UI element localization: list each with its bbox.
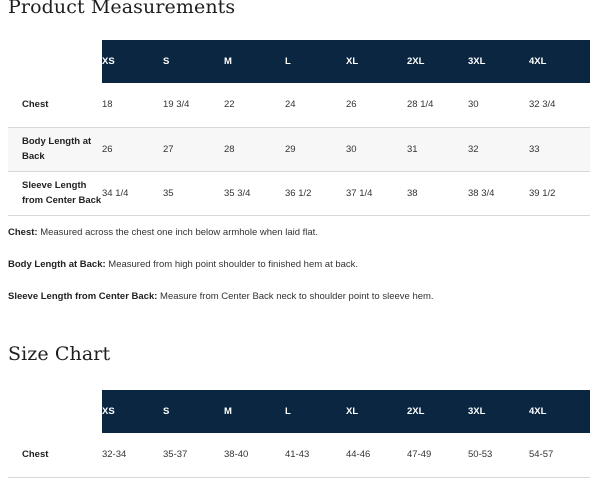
- measurements-header-row: [8, 40, 590, 83]
- table-cell: 30: [468, 99, 479, 111]
- table-cell: 19 3/4: [163, 99, 190, 111]
- row-label: Body Length at Back: [22, 136, 92, 162]
- table-cell: 37 1/4: [346, 187, 373, 199]
- size-header: 3XL: [468, 406, 486, 417]
- row-label: Chest: [22, 449, 49, 461]
- table-cell: 44-46: [346, 449, 371, 461]
- header-empty-cell: [8, 40, 102, 83]
- note-term: Chest:: [8, 227, 38, 238]
- header-empty-cell: [8, 390, 102, 433]
- table-cell: 34 1/4: [102, 187, 129, 199]
- table-cell: 38: [407, 187, 418, 199]
- size-header: L: [285, 56, 291, 67]
- table-cell: 47-49: [407, 449, 432, 461]
- table-cell: 33: [529, 143, 540, 155]
- note-term: Body Length at Back:: [8, 259, 106, 270]
- size-header: M: [224, 406, 232, 417]
- note-term: Sleeve Length from Center Back:: [8, 291, 158, 302]
- table-cell: 24: [285, 99, 296, 111]
- size-chart-title: Size Chart: [8, 343, 111, 365]
- table-cell: 32 3/4: [529, 99, 556, 111]
- size-header: XL: [346, 406, 359, 417]
- note-chest: [8, 227, 318, 238]
- size-header: XL: [346, 56, 359, 67]
- size-header: XS: [102, 56, 115, 67]
- table-cell: 18: [102, 99, 113, 111]
- table-cell: 35 3/4: [224, 187, 251, 199]
- size-header: XS: [102, 406, 115, 417]
- size-header: 2XL: [407, 406, 425, 417]
- size-header: M: [224, 56, 232, 67]
- table-cell: 30: [346, 143, 357, 155]
- table-cell: 39 1/2: [529, 187, 556, 199]
- table-cell: 38-40: [224, 449, 249, 461]
- table-row: [8, 433, 590, 477]
- table-cell: 36 1/2: [285, 187, 312, 199]
- table-row: [8, 127, 590, 171]
- table-cell: 35: [163, 187, 174, 199]
- table-cell: 26: [102, 143, 113, 155]
- table-cell: 28 1/4: [407, 99, 434, 111]
- note-body-length: [8, 259, 358, 270]
- table-cell: 31: [407, 143, 418, 155]
- table-cell: 41-43: [285, 449, 310, 461]
- size-header: 3XL: [468, 56, 486, 67]
- size-header: L: [285, 406, 291, 417]
- table-cell: 35-37: [163, 449, 188, 461]
- row-label: Sleeve Length from Center Back: [22, 180, 102, 206]
- product-measurements-title: Product Measurements: [8, 0, 236, 18]
- row-label: Chest: [22, 99, 49, 111]
- table-cell: 54-57: [529, 449, 554, 461]
- note-text: Measured from high point shoulder to finished hem at back.: [105, 259, 359, 270]
- size-header: 4XL: [529, 406, 547, 417]
- table-cell: 29: [285, 143, 296, 155]
- size-chart-header-row: [8, 390, 590, 433]
- table-cell: 32: [468, 143, 479, 155]
- table-cell: 50-53: [468, 449, 493, 461]
- table-cell: 27: [163, 143, 174, 155]
- table-cell: 26: [346, 99, 357, 111]
- table-row: [8, 171, 590, 215]
- table-cell: 38 3/4: [468, 187, 495, 199]
- note-sleeve-length: [8, 291, 434, 302]
- size-chart-table: [8, 390, 590, 478]
- size-header: S: [163, 406, 170, 417]
- table-cell: 32-34: [102, 449, 127, 461]
- measurements-table: [8, 40, 590, 216]
- note-text: Measured across the chest one inch below armhole when laid flat.: [37, 227, 318, 238]
- table-cell: 28: [224, 143, 235, 155]
- size-header: 4XL: [529, 56, 547, 67]
- size-header: 2XL: [407, 56, 425, 67]
- table-cell: 22: [224, 99, 235, 111]
- table-row: [8, 83, 590, 127]
- note-text: Measure from Center Back neck to shoulder point to sleeve hem.: [157, 291, 434, 302]
- size-header: S: [163, 56, 170, 67]
